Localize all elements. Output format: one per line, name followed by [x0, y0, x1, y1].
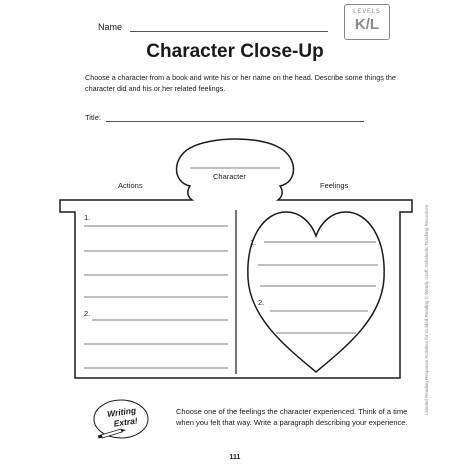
- badge-line-2: Extra!: [112, 415, 139, 429]
- actions-label: Actions: [118, 181, 143, 190]
- name-label: Name: [98, 22, 123, 32]
- copyright-credit: Leveled Reading Response Activities for Guided Reading © Wendy Graff, Scholastic Teaching Resources: [424, 204, 429, 415]
- feelings-lines: [258, 242, 378, 333]
- instructions: Choose a character from a book and write his or her name on the head. Describe some things the character did and his or her related feelings.: [85, 73, 396, 93]
- levels-label: LEVELS: [353, 9, 381, 15]
- actions-item-number: 1.: [84, 213, 91, 222]
- character-label: Character: [213, 172, 246, 181]
- badge-line-1: Writing: [106, 405, 137, 420]
- actions-lines: [84, 226, 228, 368]
- writing-extra-badge: [92, 397, 150, 443]
- feelings-item-number: 2.: [258, 298, 265, 307]
- feelings-item-number: 1.: [250, 238, 257, 247]
- page-number: 111: [229, 454, 241, 461]
- levels-value: K/L: [354, 16, 380, 33]
- heart-shape: [248, 212, 384, 372]
- feelings-label: Feelings: [320, 181, 349, 190]
- actions-item-number: 2.: [84, 309, 91, 318]
- writing-extra-text: Choose one of the feelings the character experienced. Think of a time when you felt that way. Write a paragraph describing your experience.: [176, 407, 408, 427]
- page-title: Character Close-Up: [146, 41, 324, 62]
- title-label: Title:: [85, 113, 101, 122]
